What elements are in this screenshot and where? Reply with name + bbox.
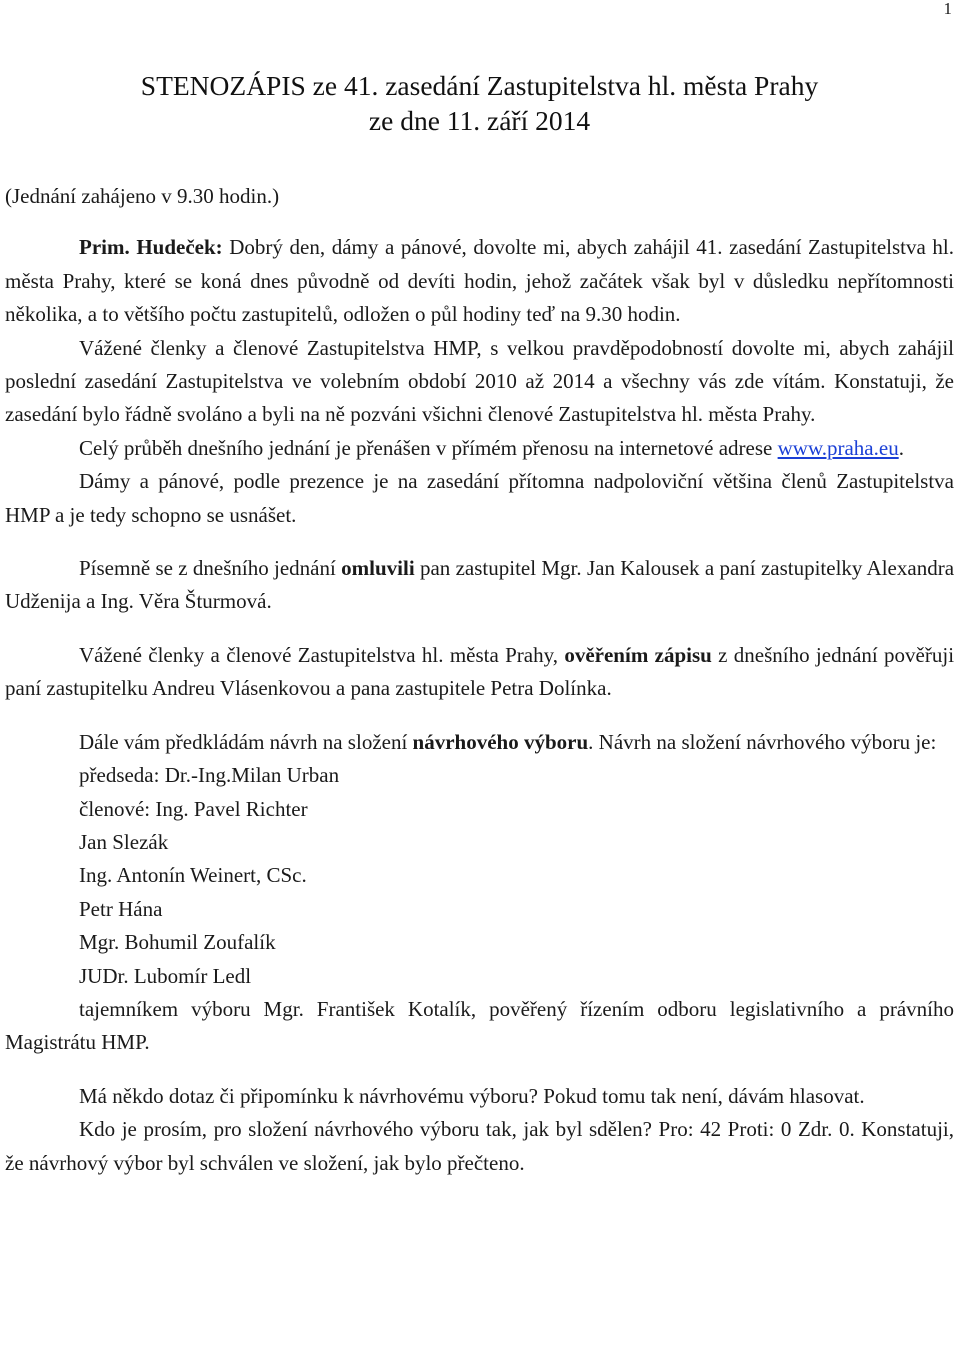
paragraph-verification [5,639,954,706]
committee-list [5,759,954,993]
verification-text-a: Vážené členky a členové Zastupitelstva hl. města Prahy, [79,642,559,667]
page-number: 1 [943,0,952,18]
paragraph-welcome-text: Dobrý den, dámy a pánové, dovolte mi, abych zahájil 41. zasedání Zastupitelstva hl. města Prahy, které se koná dnes původně od devíti hodin, jehož začátek však byl v důsledku nepřítomnosti několika, a to většího počtu zastupitelů, odložen o půl hodiny teď na 9.30 hodin. [5,235,955,327]
praha-web-link[interactable]: www.praha.eu [777,435,899,460]
speaker-name: Prim. Hudeček: [79,235,223,260]
committee-bold: návrhového výboru [412,729,589,754]
committee-member: Mgr. Bohumil Zoufalík [79,930,276,955]
excused-bold: omluvili [341,556,415,581]
excused-text-a: Písemně se z dnešního jednání [79,556,336,581]
committee-text-a: Dále vám předkládám návrh na složení [79,729,408,754]
paragraph-excused [5,552,954,619]
paragraph-secretary: tajemníkem výboru Mgr. František Kotalík, pověřený řízením odboru legislativního a právního Magistrátu HMP. [5,996,954,1055]
committee-member: Ing. Antonín Weinert, CSc. [79,863,307,888]
paragraph-broadcast [5,432,954,465]
broadcast-text: Celý průběh dnešního jednání je přenášen v přímém přenosu na internetové adrese [79,435,773,460]
committee-member: předseda: Dr.-Ing.Milan Urban [79,763,340,788]
committee-member: Jan Slezák [79,829,169,854]
title-line-1: STENOZÁPIS ze 41. zasedání Zastupitelstva hl. města Prahy [140,70,819,101]
committee-text-b: . Návrh na složení návrhového výboru je: [588,729,937,754]
committee-member: JUDr. Lubomír Ledl [79,963,252,988]
paragraph-vote: Kdo je prosím, pro složení návrhového výboru tak, jak byl sdělen? Pro: 42 Proti: 0 Zdr. 0. Konstatuji, že návrhový výbor byl schválen ve složení, jak bylo přečteno. [5,1117,954,1175]
paragraph-committee-proposal [5,726,954,759]
document-title [5,0,954,138]
committee-member: Petr Hána [79,896,163,921]
paragraph-welcome [5,231,954,331]
opening-note: (Jednání zahájeno v 9.30 hodin.) [5,184,280,208]
title-line-2: ze dne 11. září 2014 [368,105,591,136]
paragraph-question: Má někdo dotaz či připomínku k návrhovému výboru? Pokud tomu tak není, dávám hlasovat. [79,1083,865,1108]
paragraph-quorum: Dámy a pánové, podle prezence je na zasedání přítomna nadpoloviční většina členů Zastupitelstva HMP a je tedy schopno se usnášet. [5,469,954,527]
excused-text-b: pan zastupitel Mgr. Jan Kalousek a paní zastupitelky Alexandra Udženija a Ing. Věra Šturmová. [5,556,955,614]
committee-member: členové: Ing. Pavel Richter [79,796,308,821]
verification-text-b: z dnešního jednání pověřuji paní zastupitelku Andreu Vlásenkovou a pana zastupitele Petra Dolínka. [5,642,955,701]
paragraph-greeting: Vážené členky a členové Zastupitelstva HMP, s velkou pravděpodobností dovolte mi, abych zahájil poslední zasedání Zastupitelstva ve volebním období 2010 až 2014 a všechny vás zde vítám. Konstatuji, že zasedání bylo řádně svoláno a byli na ně pozváni všichni členové Zastupitelstva hl. města Prahy. [5,335,954,427]
verification-bold: ověřením zápisu [564,642,712,667]
broadcast-end: . [898,435,904,460]
